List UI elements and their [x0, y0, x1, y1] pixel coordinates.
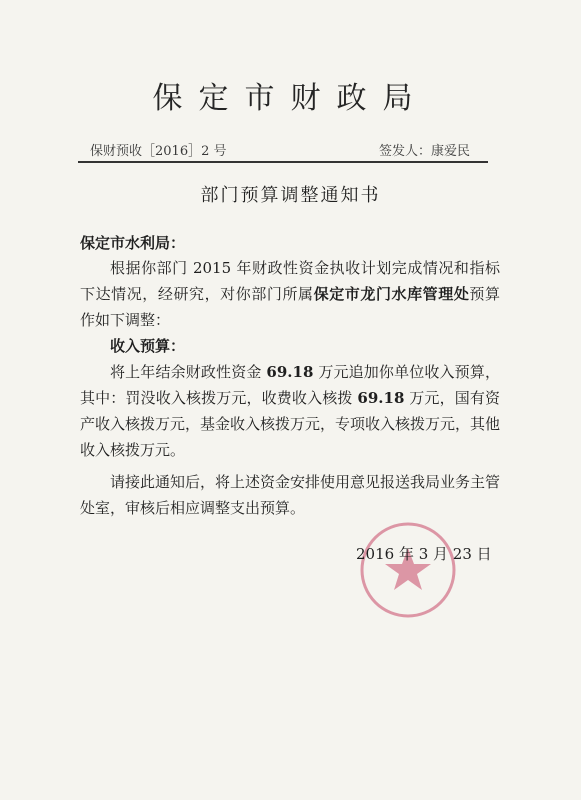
income-heading: 收入预算： [110, 337, 186, 355]
signer: 签发人：康爱民 [378, 144, 470, 159]
document-meta [90, 140, 470, 160]
agency-name: 保定市财政局 [152, 81, 429, 116]
document-body [80, 255, 500, 521]
addressee: 保定市水利局： [80, 234, 186, 252]
issue-date: 2016 年 3 月 23 日 [356, 545, 492, 563]
paragraph-basis [80, 255, 500, 333]
paragraph-income-text-c: 万元，国有资产收入核拨万元，基金收入核拨万元，专项收入核拨万元，其他收入核拨万元。 [80, 389, 501, 459]
paragraph-basis-text: 根据你部门 2015 年财政性资金执收计划完成情况和指标下达情况，经研究，对你部门所属 [80, 259, 500, 303]
paragraph-income-text-b: 万元追加你单位收入预算，其中：罚没收入核拨万元，收费收入核拨 [80, 363, 500, 407]
document-title: 部门预算调整通知书 [200, 185, 381, 206]
subordinate-unit: 保定市龙门水库管理处 [313, 285, 470, 303]
official-seal-icon [358, 520, 458, 620]
amount-carryover: 69.18 [266, 363, 314, 381]
paragraph-income [80, 359, 500, 463]
header-rule [78, 161, 488, 163]
paragraph-instruction: 请接此通知后，将上述资金安排使用意见报送我局业务主管处室，审核后相应调整支出预算。 [80, 473, 501, 517]
amount-fee-income: 69.18 [357, 389, 405, 407]
paragraph-income-text-a: 将上年结余财政性资金 [110, 363, 267, 381]
document-number: 保财预收［2016］2 号 [90, 144, 227, 159]
paragraph-basis-tail: 预算作如下调整： [80, 285, 500, 329]
